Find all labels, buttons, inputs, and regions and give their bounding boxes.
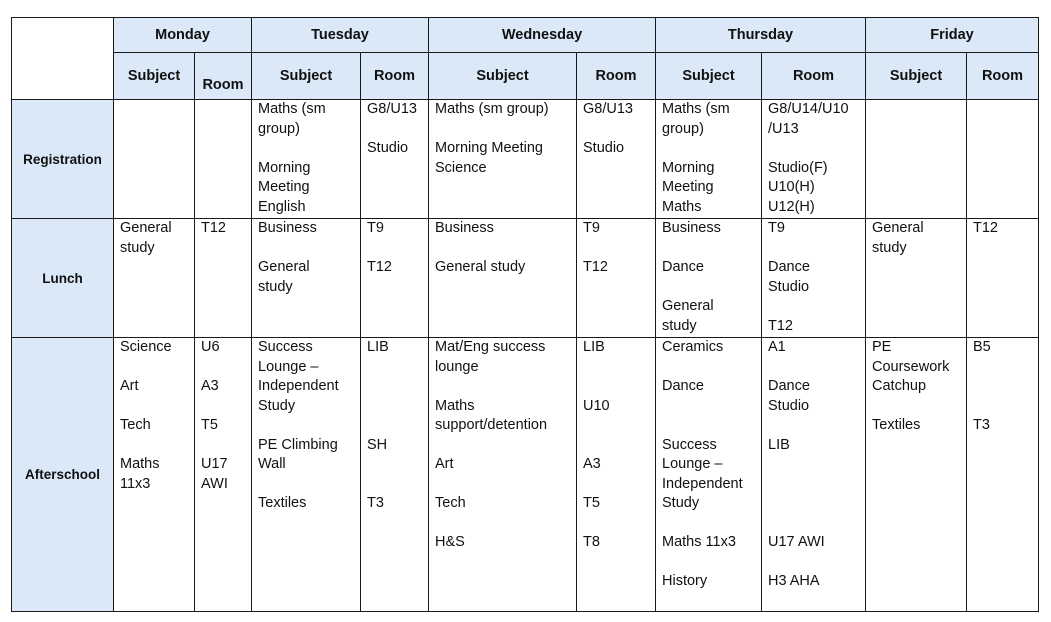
cell-line [662, 416, 756, 436]
cell-room [577, 219, 656, 338]
cell-line: T9 [583, 220, 600, 236]
cell-subject [114, 100, 195, 219]
cell-line [367, 120, 423, 140]
cell-line [768, 494, 860, 514]
cell-line: study [120, 239, 155, 256]
cell-room [361, 100, 429, 219]
cell-line: Studio [367, 140, 409, 156]
cell-subject [866, 219, 967, 338]
cell-subject [252, 338, 361, 612]
cell-line [120, 397, 189, 417]
timetable [11, 17, 1039, 612]
cell-line [258, 139, 355, 159]
row-header-lunch: Lunch [12, 219, 114, 338]
cell-subject [656, 100, 762, 219]
cell-line: Business [258, 220, 317, 236]
cell-line: Textiles [258, 495, 307, 511]
cell-line: Study [662, 495, 700, 511]
cell-room [967, 100, 1039, 219]
cell-line: T9 [768, 220, 785, 236]
cell-line [435, 239, 571, 259]
cell-line: SH [367, 436, 388, 453]
cell-line: Dance [662, 259, 704, 275]
cell-line: Studio [768, 278, 810, 295]
cell-line: Studio [768, 397, 810, 414]
cell-line: PE [872, 339, 892, 355]
cell-line: Maths (sm group) [435, 101, 549, 117]
cell-room [195, 219, 252, 338]
cell-line: Lounge – [258, 358, 319, 375]
cell-line [662, 397, 756, 417]
cell-room [361, 219, 429, 338]
cell-line: Lounge – [662, 456, 723, 472]
cell-line [768, 239, 860, 259]
cell-line: T9 [367, 220, 384, 236]
cell-line [662, 139, 756, 159]
cell-line [768, 297, 860, 317]
cell-line: Meeting [258, 179, 310, 195]
cell-line: G8/U13 [367, 101, 417, 117]
day-header-tuesday: Tuesday [252, 18, 429, 53]
cell-line [367, 377, 423, 397]
day-header-thursday: Thursday [656, 18, 866, 53]
cell-line: U10(H) [768, 179, 815, 195]
cell-line [662, 514, 756, 534]
cell-line: PE Climbing [258, 436, 338, 453]
subject-header: Subject [252, 53, 361, 100]
cell-line [973, 358, 1033, 378]
cell-line: Maths 11x3 [662, 534, 736, 550]
cell-line [973, 377, 1033, 397]
cell-line: Morning [662, 159, 715, 176]
cell-line: AWI [201, 475, 228, 492]
cell-line [367, 358, 423, 378]
cell-line: A3 [583, 456, 601, 472]
cell-line: Science [120, 339, 172, 355]
cell-subject [114, 219, 195, 338]
cell-line: study [872, 239, 907, 256]
cell-subject [866, 100, 967, 219]
cell-line: Maths [435, 397, 475, 414]
cell-line: B5 [973, 339, 991, 355]
cell-line: Tech [435, 495, 466, 511]
cell-line [973, 397, 1033, 417]
cell-line: Maths [662, 198, 702, 215]
cell-line [258, 475, 355, 495]
cell-line: Studio(F) [768, 159, 828, 176]
cell-line [768, 514, 860, 534]
cell-line: English [258, 198, 306, 215]
cell-line: Business [662, 220, 721, 236]
cell-line [662, 553, 756, 573]
cell-line: H&S [435, 534, 465, 550]
cell-room [195, 100, 252, 219]
cell-subject [429, 219, 577, 338]
column-header-row [12, 53, 1039, 100]
row-afterschool [12, 338, 1039, 612]
cell-line [583, 514, 650, 534]
subject-header: Subject [429, 53, 577, 100]
cell-line [872, 397, 961, 417]
cell-line: Success [662, 436, 717, 453]
cell-line: Textiles [872, 417, 921, 433]
day-header-wednesday: Wednesday [429, 18, 656, 53]
cell-line [768, 455, 860, 475]
cell-line: Independent [662, 475, 743, 492]
cell-line [367, 475, 423, 495]
cell-line: G8/U14/U10 [768, 101, 849, 117]
cell-line: General [258, 259, 310, 275]
cell-line: Study [258, 397, 296, 414]
room-header: Room [967, 53, 1039, 100]
cell-line: T12 [973, 220, 998, 236]
cell-line: G8/U13 [583, 101, 633, 117]
cell-line: group) [258, 120, 300, 137]
cell-line: U10 [583, 397, 610, 414]
cell-line: LIB [367, 339, 389, 355]
cell-line: U17 AWI [768, 534, 825, 550]
cell-line: General [120, 220, 172, 236]
cell-line: lounge [435, 358, 479, 375]
cell-line: T3 [973, 417, 990, 433]
cell-subject [656, 219, 762, 338]
cell-line: Studio [583, 140, 625, 156]
cell-subject [114, 338, 195, 612]
cell-line: Maths [120, 456, 160, 472]
cell-line: T12 [367, 259, 392, 275]
cell-line: support/detention [435, 417, 548, 433]
cell-line: Coursework [872, 358, 950, 375]
cell-line: T12 [201, 220, 226, 236]
cell-line [768, 416, 860, 436]
cell-line [367, 397, 423, 417]
cell-line [662, 358, 756, 378]
cell-line: Dance [662, 378, 704, 394]
cell-line [367, 416, 423, 436]
cell-line: Wall [258, 456, 286, 472]
cell-line: Morning Meeting [435, 140, 543, 156]
cell-line: group) [662, 120, 704, 137]
cell-line: Meeting [662, 179, 714, 195]
cell-line: U12(H) [768, 198, 815, 215]
cell-line: General [872, 220, 924, 236]
cell-line: Catchup [872, 378, 927, 394]
corner-cell [12, 18, 114, 100]
cell-line [583, 239, 650, 259]
room-header: Room [361, 53, 429, 100]
cell-line [583, 120, 650, 140]
cell-line [435, 475, 571, 495]
cell-line [258, 416, 355, 436]
cell-line: T3 [367, 495, 384, 511]
cell-line: Business [435, 220, 494, 236]
cell-room [762, 219, 866, 338]
cell-line [583, 416, 650, 436]
cell-line: /U13 [768, 120, 799, 137]
cell-line: T12 [768, 317, 793, 334]
day-header-row [12, 18, 1039, 53]
cell-line [435, 377, 571, 397]
cell-line [201, 397, 246, 417]
subject-header: Subject [866, 53, 967, 100]
cell-line [435, 120, 571, 140]
cell-line: Morning [258, 159, 311, 176]
day-header-friday: Friday [866, 18, 1039, 53]
cell-line: Ceramics [662, 339, 724, 355]
cell-line [768, 139, 860, 159]
cell-line: U6 [201, 339, 220, 355]
cell-line: General [662, 298, 714, 314]
cell-line: U17 [201, 456, 228, 472]
row-registration [12, 100, 1039, 219]
cell-subject [429, 100, 577, 219]
cell-line: Maths (sm [662, 101, 730, 117]
cell-line: Art [120, 378, 139, 394]
cell-line [367, 239, 423, 259]
cell-room [967, 219, 1039, 338]
cell-line: Maths (sm [258, 101, 326, 117]
cell-subject [656, 338, 762, 612]
cell-subject [866, 338, 967, 612]
cell-line: Mat/Eng success [435, 339, 546, 355]
cell-line [583, 377, 650, 397]
cell-line [201, 436, 246, 456]
row-header-afterschool: Afterschool [12, 338, 114, 612]
cell-subject [252, 219, 361, 338]
cell-room [361, 338, 429, 612]
subject-header: Subject [656, 53, 762, 100]
room-header: Room [577, 53, 656, 100]
cell-line: T8 [583, 534, 600, 550]
cell-line: History [662, 573, 708, 589]
cell-line: General study [435, 259, 526, 275]
cell-line [583, 436, 650, 456]
cell-line: H3 AHA [768, 573, 820, 589]
day-header-monday: Monday [114, 18, 252, 53]
cell-line [662, 239, 756, 259]
cell-line [201, 358, 246, 378]
cell-line: study [258, 278, 293, 295]
cell-line [258, 239, 355, 259]
cell-room [967, 338, 1039, 612]
cell-subject [429, 338, 577, 612]
cell-line [435, 436, 571, 456]
cell-line [367, 455, 423, 475]
cell-line: T5 [583, 495, 600, 511]
cell-line [768, 358, 860, 378]
cell-line: A1 [768, 339, 786, 355]
cell-room [762, 338, 866, 612]
cell-line: T5 [201, 417, 218, 433]
cell-line: study [662, 317, 697, 334]
cell-line [662, 278, 756, 298]
cell-line: T12 [583, 259, 608, 275]
cell-line: Success [258, 339, 313, 355]
subject-header: Subject [114, 53, 195, 100]
cell-line [768, 475, 860, 495]
cell-line: 11x3 [120, 475, 151, 492]
cell-line: A3 [201, 378, 219, 394]
cell-line: LIB [768, 436, 790, 453]
cell-line [120, 358, 189, 378]
cell-room [577, 100, 656, 219]
cell-line [120, 436, 189, 456]
cell-room [195, 338, 252, 612]
cell-line: Dance [768, 378, 810, 394]
cell-line [583, 475, 650, 495]
cell-line: Independent [258, 378, 339, 394]
row-lunch [12, 219, 1039, 338]
cell-line [435, 514, 571, 534]
room-header: Room [762, 53, 866, 100]
row-header-registration: Registration [12, 100, 114, 219]
cell-room [762, 100, 866, 219]
room-header: Room [195, 53, 252, 100]
cell-line [768, 553, 860, 573]
cell-line: Art [435, 456, 454, 472]
cell-line: Dance [768, 259, 810, 275]
cell-subject [252, 100, 361, 219]
cell-line: LIB [583, 339, 605, 355]
cell-room [577, 338, 656, 612]
cell-line: Science [435, 159, 487, 176]
cell-line: Tech [120, 417, 151, 433]
cell-line [583, 358, 650, 378]
